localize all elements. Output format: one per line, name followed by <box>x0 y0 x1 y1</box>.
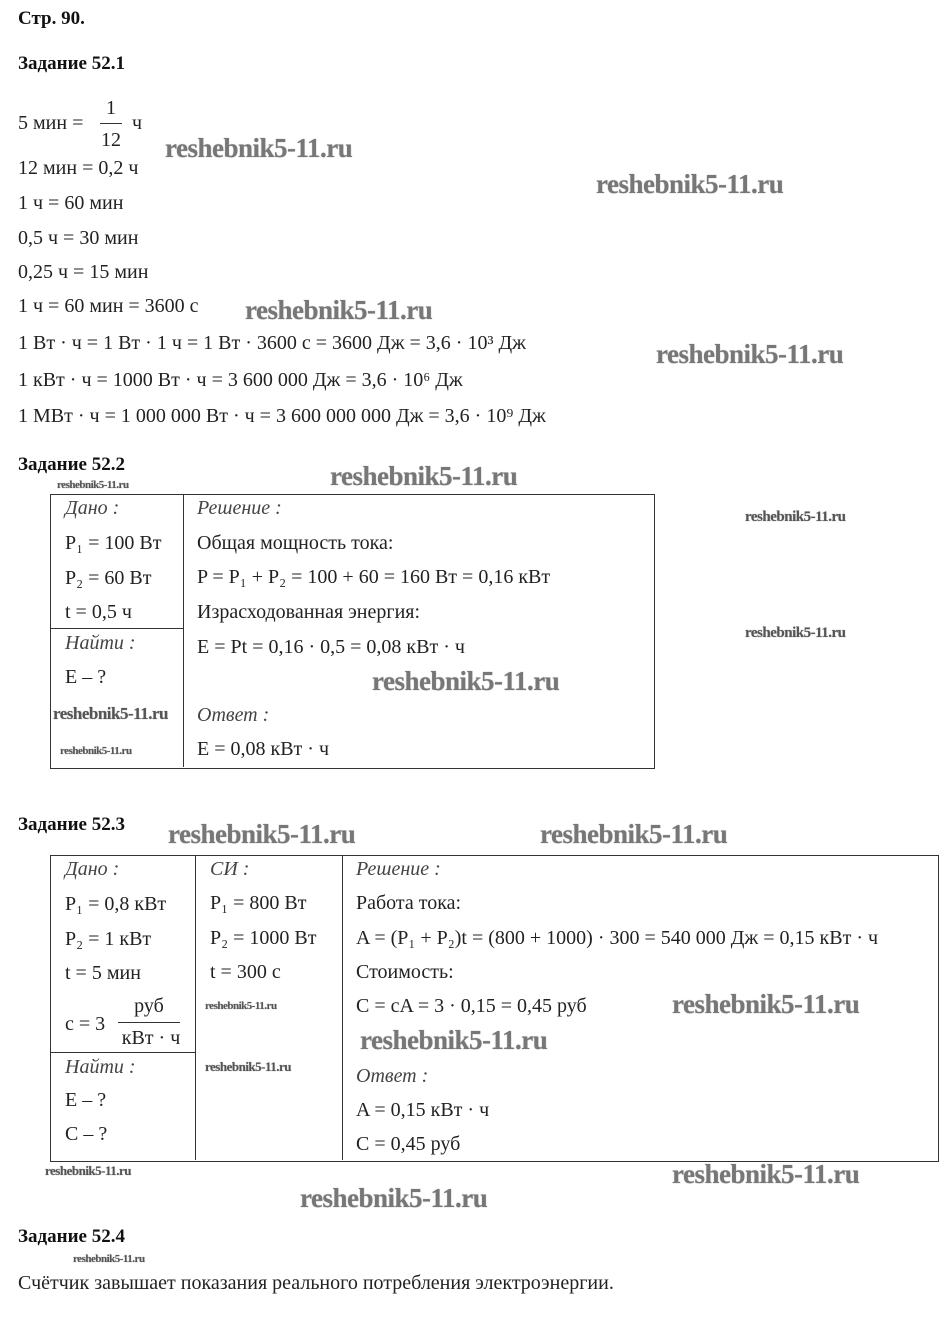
solution-line: C = cA = 3 · 0,15 = 0,45 руб <box>356 995 587 1017</box>
given-item: P₂ = 60 Вт <box>65 567 152 589</box>
conv-line: 12 мин = 0,2 ч <box>18 157 139 179</box>
si-item: P₁ = 800 Вт <box>210 892 307 914</box>
solution-line: Работа тока: <box>356 892 462 914</box>
find-item: C – ? <box>65 1123 108 1145</box>
si-item: t = 300 с <box>210 961 281 983</box>
given-item: P₁ = 0,8 кВт <box>65 893 167 915</box>
task-52-3-title: Задание 52.3 <box>18 814 125 835</box>
solution-line: P = P₁ + P₂ = 100 + 60 = 160 Вт = 0,16 кВт <box>197 566 551 588</box>
conv-line: 0,5 ч = 30 мин <box>18 227 139 249</box>
watermark: reshebnik5-11.ru <box>245 295 433 325</box>
fraction-bar <box>100 123 122 124</box>
watermark: reshebnik5-11.ru <box>330 461 518 491</box>
solution-line: Израсходованная энергия: <box>197 601 421 623</box>
watermark: reshebnik5-11.ru <box>540 819 728 849</box>
answer-line: E = 0,08 кВт · ч <box>197 738 330 760</box>
answer-line: C = 0,45 руб <box>356 1133 461 1155</box>
watermark: reshebnik5-11.ru <box>745 509 846 525</box>
watermark: reshebnik5-11.ru <box>45 1163 132 1178</box>
frac-left: 5 мин = <box>18 112 84 134</box>
solution-line: E = Pt = 0,16 · 0,5 = 0,08 кВт · ч <box>197 636 465 658</box>
watermark: reshebnik5-11.ru <box>656 339 844 369</box>
given-item: P₂ = 1 кВт <box>65 928 152 950</box>
given-item: t = 5 мин <box>65 962 141 984</box>
divider <box>183 494 184 767</box>
divider <box>50 1052 195 1053</box>
watermark: reshebnik5-11.ru <box>745 625 846 641</box>
conv-line: 1 Вт · ч = 1 Вт · 1 ч = 1 Вт · 3600 с = 3600 Дж = 3,6 · 10³ Дж <box>18 332 526 354</box>
solution-line: A = (P₁ + P₂)t = (800 + 1000) · 300 = 540 000 Дж = 0,15 кВт · ч <box>356 927 879 949</box>
watermark: reshebnik5-11.ru <box>168 819 356 849</box>
watermark: reshebnik5-11.ru <box>165 133 353 163</box>
watermark: reshebnik5-11.ru <box>360 1025 548 1055</box>
watermark: reshebnik5-11.ru <box>596 169 784 199</box>
conv-line: 1 кВт · ч = 1000 Вт · ч = 3 600 000 Дж = 3,6 · 10⁶ Дж <box>18 369 463 391</box>
find-label: Найти : <box>65 1056 136 1078</box>
divider <box>342 855 343 1160</box>
watermark: reshebnik5-11.ru <box>205 1059 292 1074</box>
watermark: reshebnik5-11.ru <box>672 1159 860 1189</box>
task-52-1-title: Задание 52.1 <box>18 53 125 74</box>
si-item: P₂ = 1000 Вт <box>210 927 317 949</box>
watermark: reshebnik5-11.ru <box>300 1183 488 1213</box>
si-label: СИ : <box>210 858 250 880</box>
watermark: reshebnik5-11.ru <box>372 666 560 696</box>
answer-line: A = 0,15 кВт · ч <box>356 1099 490 1121</box>
task-52-4-text: Счётчик завышает показания реального потребления электроэнергии. <box>18 1272 614 1294</box>
divider <box>50 628 183 629</box>
watermark: reshebnik5-11.ru <box>60 745 132 757</box>
find-item: E – ? <box>65 666 107 688</box>
conv-line: 1 МВт · ч = 1 000 000 Вт · ч = 3 600 000 000 Дж = 3,6 · 10⁹ Дж <box>18 405 546 427</box>
find-label: Найти : <box>65 632 136 654</box>
solution-line: Общая мощность тока: <box>197 532 394 554</box>
frac-unit: ч <box>132 112 143 134</box>
answer-label: Ответ : <box>197 704 270 726</box>
solution-line: Стоимость: <box>356 961 454 983</box>
page-label: Стр. 90. <box>18 8 85 29</box>
frac-den: 12 <box>101 129 121 151</box>
task-52-4-title: Задание 52.4 <box>18 1226 125 1247</box>
conv-line: 1 ч = 60 мин <box>18 192 124 214</box>
watermark: reshebnik5-11.ru <box>57 479 129 491</box>
watermark: reshebnik5-11.ru <box>53 704 168 723</box>
find-item: E – ? <box>65 1089 107 1111</box>
solution-label: Решение : <box>197 497 282 519</box>
conv-line: 1 ч = 60 мин = 3600 с <box>18 295 199 317</box>
given-frac-den: кВт · ч <box>121 1027 181 1049</box>
given-label: Дано : <box>65 858 120 880</box>
watermark: reshebnik5-11.ru <box>672 989 860 1019</box>
conv-line: 0,25 ч = 15 мин <box>18 261 149 283</box>
given-item: P₁ = 100 Вт <box>65 532 162 554</box>
given-label: Дано : <box>65 497 120 519</box>
solution-label: Решение : <box>356 858 441 880</box>
answer-label: Ответ : <box>356 1065 429 1087</box>
watermark: reshebnik5-11.ru <box>205 1000 277 1012</box>
divider <box>195 855 196 1160</box>
given-frac-num: руб <box>134 995 164 1017</box>
given-frac-left: c = 3 <box>65 1013 106 1035</box>
watermark: reshebnik5-11.ru <box>73 1253 145 1265</box>
frac-num: 1 <box>106 97 116 119</box>
given-item: t = 0,5 ч <box>65 601 132 623</box>
fraction-bar <box>118 1022 180 1023</box>
task-52-2-title: Задание 52.2 <box>18 454 125 475</box>
